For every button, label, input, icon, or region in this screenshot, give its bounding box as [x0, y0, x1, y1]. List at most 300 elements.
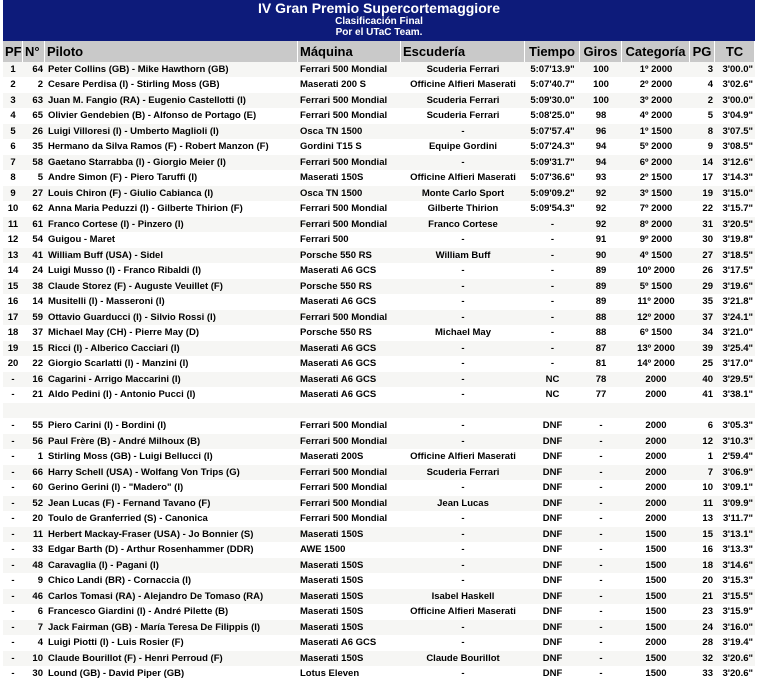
spacer-cell — [3, 403, 23, 419]
tc-cell: 3'25.4" — [715, 341, 755, 357]
tiempo-cell: DNF — [525, 434, 580, 450]
pf-cell: 1 — [3, 62, 23, 78]
pf-cell: 11 — [3, 217, 23, 233]
maquina-cell: Ferrari 500 Mondial — [298, 155, 401, 171]
number-cell: 65 — [23, 109, 45, 125]
tc-cell: 3'15.9" — [715, 605, 755, 621]
tc-cell: 3'04.9" — [715, 109, 755, 125]
tiempo-cell: DNF — [525, 620, 580, 636]
tc-cell: 3'24.1" — [715, 310, 755, 326]
escuderia-cell: - — [401, 388, 525, 404]
number-cell: 7 — [23, 620, 45, 636]
pf-cell: 10 — [3, 202, 23, 218]
escuderia-cell: Scuderia Ferrari — [401, 62, 525, 78]
number-cell: 5 — [23, 171, 45, 187]
table-row — [3, 558, 755, 574]
giros-cell: - — [580, 543, 622, 559]
categoria-cell: 4º 2000 — [622, 109, 690, 125]
tc-cell: 3'13.1" — [715, 527, 755, 543]
maquina-cell: AWE 1500 — [298, 543, 401, 559]
maquina-cell: Osca TN 1500 — [298, 186, 401, 202]
categoria-cell: 2000 — [622, 434, 690, 450]
tiempo-cell: 5:07'13.9" — [525, 62, 580, 78]
categoria-cell: 3º 1500 — [622, 186, 690, 202]
pf-cell: - — [3, 574, 23, 590]
pg-cell: 28 — [690, 636, 715, 652]
piloto-cell: Guigou - Maret — [45, 233, 298, 249]
pg-cell: 11 — [690, 496, 715, 512]
categoria-cell: 1º 2000 — [622, 62, 690, 78]
tiempo-cell: DNF — [525, 667, 580, 683]
categoria-cell: 2º 2000 — [622, 78, 690, 94]
tc-cell: 3'12.6" — [715, 155, 755, 171]
escuderia-cell: - — [401, 527, 525, 543]
giros-cell: - — [580, 589, 622, 605]
maquina-cell: Maserati A6 GCS — [298, 295, 401, 311]
escuderia-cell: - — [401, 667, 525, 683]
tiempo-cell: DNF — [525, 465, 580, 481]
number-cell: 54 — [23, 233, 45, 249]
piloto-cell: Gaetano Starrabba (I) - Giorgio Meier (I) — [45, 155, 298, 171]
pf-cell: - — [3, 496, 23, 512]
maquina-cell: Ferrari 500 Mondial — [298, 465, 401, 481]
pf-cell: - — [3, 465, 23, 481]
table-row — [3, 124, 755, 140]
categoria-cell: 2000 — [622, 419, 690, 435]
spacer-cell — [401, 403, 525, 419]
piloto-cell: Olivier Gendebien (B) - Alfonso de Portago (E) — [45, 109, 298, 125]
giros-cell: - — [580, 512, 622, 528]
table-row — [3, 372, 755, 388]
tiempo-cell: DNF — [525, 543, 580, 559]
categoria-cell: 2000 — [622, 388, 690, 404]
maquina-cell: Gordini T15 S — [298, 140, 401, 156]
tc-cell: 3'06.9" — [715, 465, 755, 481]
giros-cell: - — [580, 419, 622, 435]
tiempo-cell: DNF — [525, 636, 580, 652]
piloto-cell: William Buff (USA) - Sidel — [45, 248, 298, 264]
tc-cell: 3'15.3" — [715, 574, 755, 590]
piloto-cell: Carlos Tomasi (RA) - Alejandro De Tomaso (RA) — [45, 589, 298, 605]
escuderia-cell: Jean Lucas — [401, 496, 525, 512]
table-row — [3, 620, 755, 636]
piloto-cell: Cesare Perdisa (I) - Stirling Moss (GB) — [45, 78, 298, 94]
tiempo-cell: - — [525, 264, 580, 280]
maquina-cell: Maserati 150S — [298, 589, 401, 605]
tiempo-cell: 5:09'31.7" — [525, 155, 580, 171]
piloto-cell: Jean Lucas (F) - Fernand Tavano (F) — [45, 496, 298, 512]
table-row — [3, 233, 755, 249]
col-header-escuderia: Escudería — [401, 41, 525, 62]
categoria-cell: 1500 — [622, 620, 690, 636]
pf-cell: - — [3, 372, 23, 388]
pf-cell: 18 — [3, 326, 23, 342]
results-body — [3, 62, 755, 682]
table-row — [3, 419, 755, 435]
pf-cell: - — [3, 558, 23, 574]
piloto-cell: Francesco Giardini (I) - André Pilette (B) — [45, 605, 298, 621]
escuderia-cell: - — [401, 357, 525, 373]
col-header-pg: PG — [690, 41, 715, 62]
maquina-cell: Ferrari 500 Mondial — [298, 202, 401, 218]
giros-cell: 98 — [580, 109, 622, 125]
pg-cell: 40 — [690, 372, 715, 388]
giros-cell: 87 — [580, 341, 622, 357]
giros-cell: 94 — [580, 155, 622, 171]
number-cell: 56 — [23, 434, 45, 450]
maquina-cell: Maserati A6 GCS — [298, 357, 401, 373]
escuderia-cell: Scuderia Ferrari — [401, 109, 525, 125]
categoria-cell: 6º 1500 — [622, 326, 690, 342]
pg-cell: 13 — [690, 512, 715, 528]
table-row — [3, 264, 755, 280]
maquina-cell: Maserati 150S — [298, 171, 401, 187]
escuderia-cell: - — [401, 279, 525, 295]
spacer-cell — [23, 403, 45, 419]
tiempo-cell: 5:09'09.2" — [525, 186, 580, 202]
maquina-cell: Ferrari 500 Mondial — [298, 310, 401, 326]
tiempo-cell: DNF — [525, 450, 580, 466]
piloto-cell: Michael May (CH) - Pierre May (D) — [45, 326, 298, 342]
escuderia-cell: - — [401, 636, 525, 652]
maquina-cell: Porsche 550 RS — [298, 326, 401, 342]
categoria-cell: 12º 2000 — [622, 310, 690, 326]
pf-cell: - — [3, 667, 23, 683]
giros-cell: - — [580, 620, 622, 636]
categoria-cell: 6º 2000 — [622, 155, 690, 171]
maquina-cell: Ferrari 500 Mondial — [298, 434, 401, 450]
escuderia-cell: Equipe Gordini — [401, 140, 525, 156]
pf-cell: 8 — [3, 171, 23, 187]
escuderia-cell: Monte Carlo Sport — [401, 186, 525, 202]
maquina-cell: Lotus Eleven — [298, 667, 401, 683]
giros-cell: 92 — [580, 202, 622, 218]
pg-cell: 16 — [690, 543, 715, 559]
piloto-cell: Harry Schell (USA) - Wolfang Von Trips (G) — [45, 465, 298, 481]
results-table — [3, 41, 755, 682]
maquina-cell: Ferrari 500 Mondial — [298, 481, 401, 497]
pg-cell: 29 — [690, 279, 715, 295]
piloto-cell: Cagarini - Arrigo Maccarini (I) — [45, 372, 298, 388]
maquina-cell: Ferrari 500 — [298, 233, 401, 249]
escuderia-cell: - — [401, 341, 525, 357]
pg-cell: 41 — [690, 388, 715, 404]
number-cell: 4 — [23, 636, 45, 652]
escuderia-cell: - — [401, 574, 525, 590]
table-row — [3, 279, 755, 295]
maquina-cell: Ferrari 500 Mondial — [298, 217, 401, 233]
piloto-cell: Ricci (I) - Alberico Cacciari (I) — [45, 341, 298, 357]
piloto-cell: Gerino Gerini (I) - "Madero" (I) — [45, 481, 298, 497]
number-cell: 2 — [23, 78, 45, 94]
tiempo-cell: 5:07'57.4" — [525, 124, 580, 140]
number-cell: 63 — [23, 93, 45, 109]
tc-cell: 3'07.5" — [715, 124, 755, 140]
giros-cell: - — [580, 605, 622, 621]
tiempo-cell: NC — [525, 388, 580, 404]
pf-cell: - — [3, 636, 23, 652]
table-row — [3, 667, 755, 683]
tiempo-cell: 5:07'40.7" — [525, 78, 580, 94]
maquina-cell: Maserati 150S — [298, 527, 401, 543]
giros-cell: 92 — [580, 217, 622, 233]
escuderia-cell: William Buff — [401, 248, 525, 264]
maquina-cell: Ferrari 500 Mondial — [298, 512, 401, 528]
maquina-cell: Maserati 150S — [298, 558, 401, 574]
escuderia-cell: - — [401, 434, 525, 450]
pg-cell: 10 — [690, 481, 715, 497]
giros-cell: 91 — [580, 233, 622, 249]
piloto-cell: Aldo Pedini (I) - Antonio Pucci (I) — [45, 388, 298, 404]
tc-cell: 3'00.0" — [715, 62, 755, 78]
escuderia-cell: Claude Bourillot — [401, 651, 525, 667]
giros-cell: 100 — [580, 62, 622, 78]
race-credit: Por el UTaC Team. — [335, 27, 423, 38]
pf-cell: 16 — [3, 295, 23, 311]
table-row — [3, 109, 755, 125]
col-header-piloto: Piloto — [45, 41, 298, 62]
tiempo-cell: DNF — [525, 419, 580, 435]
piloto-cell: Claude Bourillot (F) - Henri Perroud (F) — [45, 651, 298, 667]
tc-cell: 3'38.1" — [715, 388, 755, 404]
tc-cell: 3'14.3" — [715, 171, 755, 187]
col-header-categoria: Categoría — [622, 41, 690, 62]
tc-cell: 3'13.3" — [715, 543, 755, 559]
tc-cell: 3'20.6" — [715, 667, 755, 683]
pg-cell: 20 — [690, 574, 715, 590]
col-header-pf: PF — [3, 41, 23, 62]
categoria-cell: 1500 — [622, 605, 690, 621]
categoria-cell: 2º 1500 — [622, 171, 690, 187]
pf-cell: - — [3, 605, 23, 621]
giros-cell: 88 — [580, 310, 622, 326]
maquina-cell: Maserati A6 GCS — [298, 341, 401, 357]
piloto-cell: Jack Fairman (GB) - María Teresa De Filippis (I) — [45, 620, 298, 636]
piloto-cell: Caravaglia (I) - Pagani (I) — [45, 558, 298, 574]
table-row — [3, 605, 755, 621]
escuderia-cell: Gilberte Thirion — [401, 202, 525, 218]
number-cell: 55 — [23, 419, 45, 435]
maquina-cell: Maserati 150S — [298, 620, 401, 636]
table-row — [3, 450, 755, 466]
pg-cell: 4 — [690, 78, 715, 94]
tc-cell: 3'16.0" — [715, 620, 755, 636]
spacer-row — [3, 403, 755, 419]
tiempo-cell: 5:07'24.3" — [525, 140, 580, 156]
piloto-cell: Herbert Mackay-Fraser (USA) - Jo Bonnier (S) — [45, 527, 298, 543]
number-cell: 64 — [23, 62, 45, 78]
number-cell: 14 — [23, 295, 45, 311]
maquina-cell: Maserati 150S — [298, 651, 401, 667]
giros-cell: 89 — [580, 295, 622, 311]
escuderia-cell: - — [401, 124, 525, 140]
giros-cell: 88 — [580, 326, 622, 342]
pg-cell: 32 — [690, 651, 715, 667]
pg-cell: 7 — [690, 465, 715, 481]
number-cell: 38 — [23, 279, 45, 295]
tc-cell: 3'21.8" — [715, 295, 755, 311]
giros-cell: - — [580, 450, 622, 466]
maquina-cell: Ferrari 500 Mondial — [298, 62, 401, 78]
tc-cell: 3'00.0" — [715, 93, 755, 109]
table-row — [3, 589, 755, 605]
pf-cell: 6 — [3, 140, 23, 156]
categoria-cell: 9º 2000 — [622, 233, 690, 249]
table-row — [3, 248, 755, 264]
escuderia-cell: - — [401, 372, 525, 388]
escuderia-cell: - — [401, 543, 525, 559]
number-cell: 37 — [23, 326, 45, 342]
piloto-cell: Giorgio Scarlatti (I) - Manzini (I) — [45, 357, 298, 373]
tiempo-cell: 5:09'54.3" — [525, 202, 580, 218]
pg-cell: 14 — [690, 155, 715, 171]
tiempo-cell: - — [525, 310, 580, 326]
tiempo-cell: DNF — [525, 605, 580, 621]
tc-cell: 3'18.5" — [715, 248, 755, 264]
pf-cell: 7 — [3, 155, 23, 171]
number-cell: 15 — [23, 341, 45, 357]
categoria-cell: 8º 2000 — [622, 217, 690, 233]
tiempo-cell: - — [525, 341, 580, 357]
pg-cell: 27 — [690, 248, 715, 264]
tiempo-cell: 5:07'36.6" — [525, 171, 580, 187]
categoria-cell: 1500 — [622, 558, 690, 574]
tiempo-cell: - — [525, 233, 580, 249]
number-cell: 52 — [23, 496, 45, 512]
piloto-cell: Anna Maria Peduzzi (I) - Gilberte Thirion (F) — [45, 202, 298, 218]
number-cell: 22 — [23, 357, 45, 373]
categoria-cell: 1500 — [622, 527, 690, 543]
giros-cell: 100 — [580, 93, 622, 109]
categoria-cell: 2000 — [622, 450, 690, 466]
pg-cell: 37 — [690, 310, 715, 326]
number-cell: 24 — [23, 264, 45, 280]
number-cell: 35 — [23, 140, 45, 156]
number-cell: 66 — [23, 465, 45, 481]
tc-cell: 3'20.6" — [715, 651, 755, 667]
pf-cell: - — [3, 620, 23, 636]
giros-cell: - — [580, 481, 622, 497]
piloto-cell: Paul Frère (B) - André Milhoux (B) — [45, 434, 298, 450]
pf-cell: 12 — [3, 233, 23, 249]
pg-cell: 15 — [690, 527, 715, 543]
giros-cell: 81 — [580, 357, 622, 373]
pf-cell: 9 — [3, 186, 23, 202]
maquina-cell: Ferrari 500 Mondial — [298, 93, 401, 109]
number-cell: 21 — [23, 388, 45, 404]
number-cell: 1 — [23, 450, 45, 466]
escuderia-cell: Officine Alfieri Maserati — [401, 450, 525, 466]
table-row — [3, 171, 755, 187]
pg-cell: 9 — [690, 140, 715, 156]
giros-cell: 93 — [580, 171, 622, 187]
table-row — [3, 388, 755, 404]
escuderia-cell: Officine Alfieri Maserati — [401, 171, 525, 187]
col-header-giros: Giros — [580, 41, 622, 62]
pf-cell: - — [3, 527, 23, 543]
escuderia-cell: - — [401, 558, 525, 574]
pf-cell: 14 — [3, 264, 23, 280]
piloto-cell: Franco Cortese (I) - Pinzero (I) — [45, 217, 298, 233]
maquina-cell: Maserati 200 S — [298, 78, 401, 94]
number-cell: 58 — [23, 155, 45, 171]
tiempo-cell: DNF — [525, 558, 580, 574]
pg-cell: 3 — [690, 62, 715, 78]
categoria-cell: 11º 2000 — [622, 295, 690, 311]
escuderia-cell: Officine Alfieri Maserati — [401, 78, 525, 94]
tc-cell: 3'15.7" — [715, 202, 755, 218]
pg-cell: 33 — [690, 667, 715, 683]
pf-cell: 19 — [3, 341, 23, 357]
categoria-cell: 5º 2000 — [622, 140, 690, 156]
pf-cell: - — [3, 512, 23, 528]
pf-cell: 3 — [3, 93, 23, 109]
table-row — [3, 140, 755, 156]
pg-cell: 24 — [690, 620, 715, 636]
pf-cell: - — [3, 651, 23, 667]
table-row — [3, 651, 755, 667]
pg-cell: 26 — [690, 264, 715, 280]
number-cell: 61 — [23, 217, 45, 233]
escuderia-cell: - — [401, 295, 525, 311]
giros-cell: 89 — [580, 264, 622, 280]
pf-cell: - — [3, 481, 23, 497]
tc-cell: 3'15.5" — [715, 589, 755, 605]
pg-cell: 8 — [690, 124, 715, 140]
tc-cell: 3'05.3" — [715, 419, 755, 435]
pf-cell: 20 — [3, 357, 23, 373]
pg-cell: 23 — [690, 605, 715, 621]
maquina-cell: Maserati 150S — [298, 605, 401, 621]
spacer-cell — [45, 403, 298, 419]
giros-cell: 77 — [580, 388, 622, 404]
tiempo-cell: DNF — [525, 651, 580, 667]
maquina-cell: Porsche 550 RS — [298, 279, 401, 295]
escuderia-cell: - — [401, 419, 525, 435]
pg-cell: 34 — [690, 326, 715, 342]
escuderia-cell: - — [401, 512, 525, 528]
pf-cell: - — [3, 419, 23, 435]
table-row — [3, 496, 755, 512]
categoria-cell: 2000 — [622, 465, 690, 481]
tc-cell: 3'02.6" — [715, 78, 755, 94]
spacer-cell — [622, 403, 690, 419]
piloto-cell: Andre Simon (F) - Piero Taruffi (I) — [45, 171, 298, 187]
pf-cell: - — [3, 434, 23, 450]
escuderia-cell: - — [401, 620, 525, 636]
escuderia-cell: Franco Cortese — [401, 217, 525, 233]
pf-cell: 15 — [3, 279, 23, 295]
piloto-cell: Peter Collins (GB) - Mike Hawthorn (GB) — [45, 62, 298, 78]
race-subtitle: Clasificación Final — [335, 16, 423, 27]
maquina-cell: Osca TN 1500 — [298, 124, 401, 140]
pg-cell: 31 — [690, 217, 715, 233]
giros-cell: 90 — [580, 248, 622, 264]
piloto-cell: Musitelli (I) - Masseroni (I) — [45, 295, 298, 311]
tiempo-cell: DNF — [525, 574, 580, 590]
giros-cell: 78 — [580, 372, 622, 388]
escuderia-cell: Scuderia Ferrari — [401, 93, 525, 109]
number-cell: 6 — [23, 605, 45, 621]
giros-cell: - — [580, 558, 622, 574]
number-cell: 27 — [23, 186, 45, 202]
table-row — [3, 465, 755, 481]
pg-cell: 2 — [690, 93, 715, 109]
maquina-cell: Maserati A6 GCS — [298, 372, 401, 388]
escuderia-cell: - — [401, 264, 525, 280]
piloto-cell: Claude Storez (F) - Auguste Veuillet (F) — [45, 279, 298, 295]
spacer-cell — [690, 403, 715, 419]
